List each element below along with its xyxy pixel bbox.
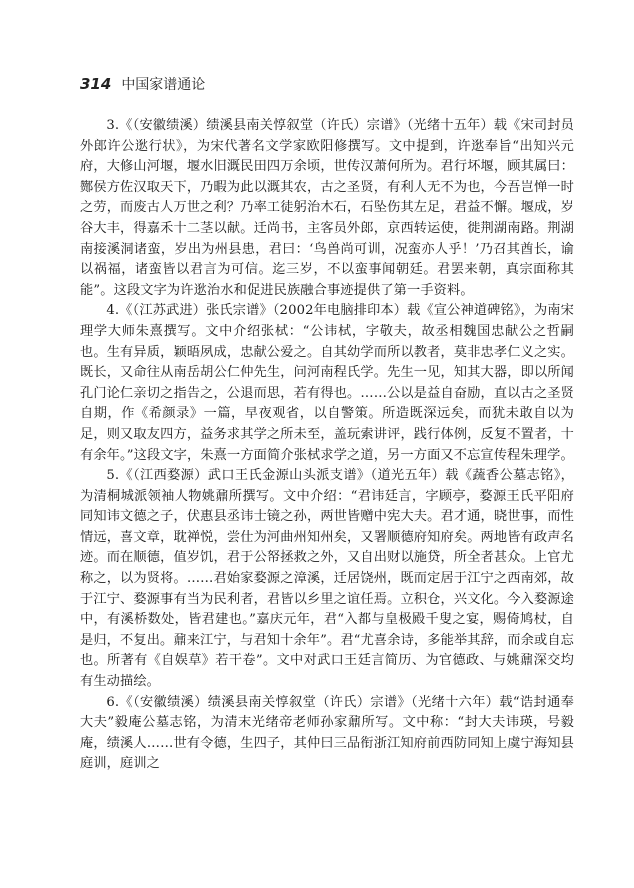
paragraph-item-6: 6.《（安徽绩溪）绩溪县南关惇叙堂（许氏）宗谱》（光绪十六年）载“诰封通奉大夫”毅庵公墓志铭，为清末光绪帝老师孙家鼐所写。文中称：“封大夫讳瑛，号毅庵，绩溪人……世有令德，生四子，其仲曰三品衔浙江知府前西防同知上虞宁海知县庭训，庭训之 bbox=[80, 694, 574, 772]
page-number: 314 bbox=[80, 75, 112, 93]
running-title: 中国家谱通论 bbox=[121, 77, 206, 93]
paragraph-item-5: 5.《（江西婺源）武口王氏金源山头派支谱》（道光五年）载《蔬香公墓志铭》，为清桐城派领袖人物姚鼐所撰写。文中介绍：“君讳廷言，字顾亭，婺源王氏平阳府同知讳文德之子，伏惠县丞讳士镜之孙，两世皆赠中宪大夫。君才通，晓世事，而性情远，喜文章，耽禅悦，尝仕为河曲州知州矣，又署顺德府知府矣。两地皆有政声名迹。而在顺德，值岁饥，君于公帑拯救之外，又自出财以施贷，所全者甚众。上官尤称之，以为贤将。……君始家婺源之漳溪，迁居饶州，既而定居于江宁之西南郊，故于江宁、婺源事有当为民利者，君皆以乡里之谊任焉。立积仓，兴文化。今入婺源途中，有溪桥数处，皆君建也。”嘉庆元年，君“入都与皇极殿千叟之宴，赐倚鸠杖，自是归，不复出。鼐来江宁，与君知十余年”。君“尤喜余诗，多能举其辞，而余或自忘也。所著有《自娱草》若干卷”。文中对武口王廷言简历、为官德政、与姚鼐深交均有生动描绘。 bbox=[80, 468, 574, 690]
body-text bbox=[80, 116, 574, 775]
paragraph-item-3: 3.《（安徽绩溪）绩溪县南关惇叙堂（许氏）宗谱》（光绪十五年）载《宋司封员外郎许公逖行状》，为宋代著名文学家欧阳修撰写。文中提到，许逖奉旨“出知兴元府，大修山河堰，堰水旧溉民田四万余顷，世传汉萧何所为。君行坏堰，顾其属曰：酂侯方佐汉取天下，乃暇为此以溉其农，古之圣贤，有利人无不为也，今吾岂惮一时之劳，而废古人万世之利？乃率工徒躬治木石，石坠伤其左足，君益不懈。堰成，岁谷大丰，得嘉禾十二茎以献。迁尚书，主客员外郎，京西转运使，徙荆湖南路。荆湖南接溪洞诸蛮，岁出为州县患，君曰：‘鸟兽尚可训，况蛮亦人乎！’乃召其酋长，谕以祸福，诸蛮皆以君言为可信。迄三岁，不以蛮事闻朝廷。君罢来朝，真宗面称其能”。这段文字为许逖治水和促进民族融合事迹提供了第一手资料。 bbox=[80, 118, 574, 298]
page-header bbox=[80, 74, 205, 94]
paragraph-item-4: 4.《（江苏武进）张氏宗谱》（2002年电脑排印本）载《宣公神道碑铭》，为南宋理学大师朱熹撰写。文中介绍张栻：“公讳栻，字敬夫，故丞相魏国忠献公之哲嗣也。生有异质，颖晤夙成，忠献公爱之。自其幼学而所以教者，莫非忠孝仁义之实。既长，又命往从南岳胡公仁仲先生，问河南程氏学。先生一见，知其大器，即以所闻孔门论仁亲切之指告之，公退而思，若有得也。……公以是益自奋励，直以古之圣贤自期，作《希颜录》一篇，早夜观省，以自警策。所造既深远矣，而犹未敢自以为足，则又取友四方，益务求其学之所未至，盖玩索讲评，践行体例，反复不置者，十有余年。”这段文字，朱熹一方面简介张栻求学之道，另一方面又不忘宣传程朱理学。 bbox=[80, 303, 574, 463]
